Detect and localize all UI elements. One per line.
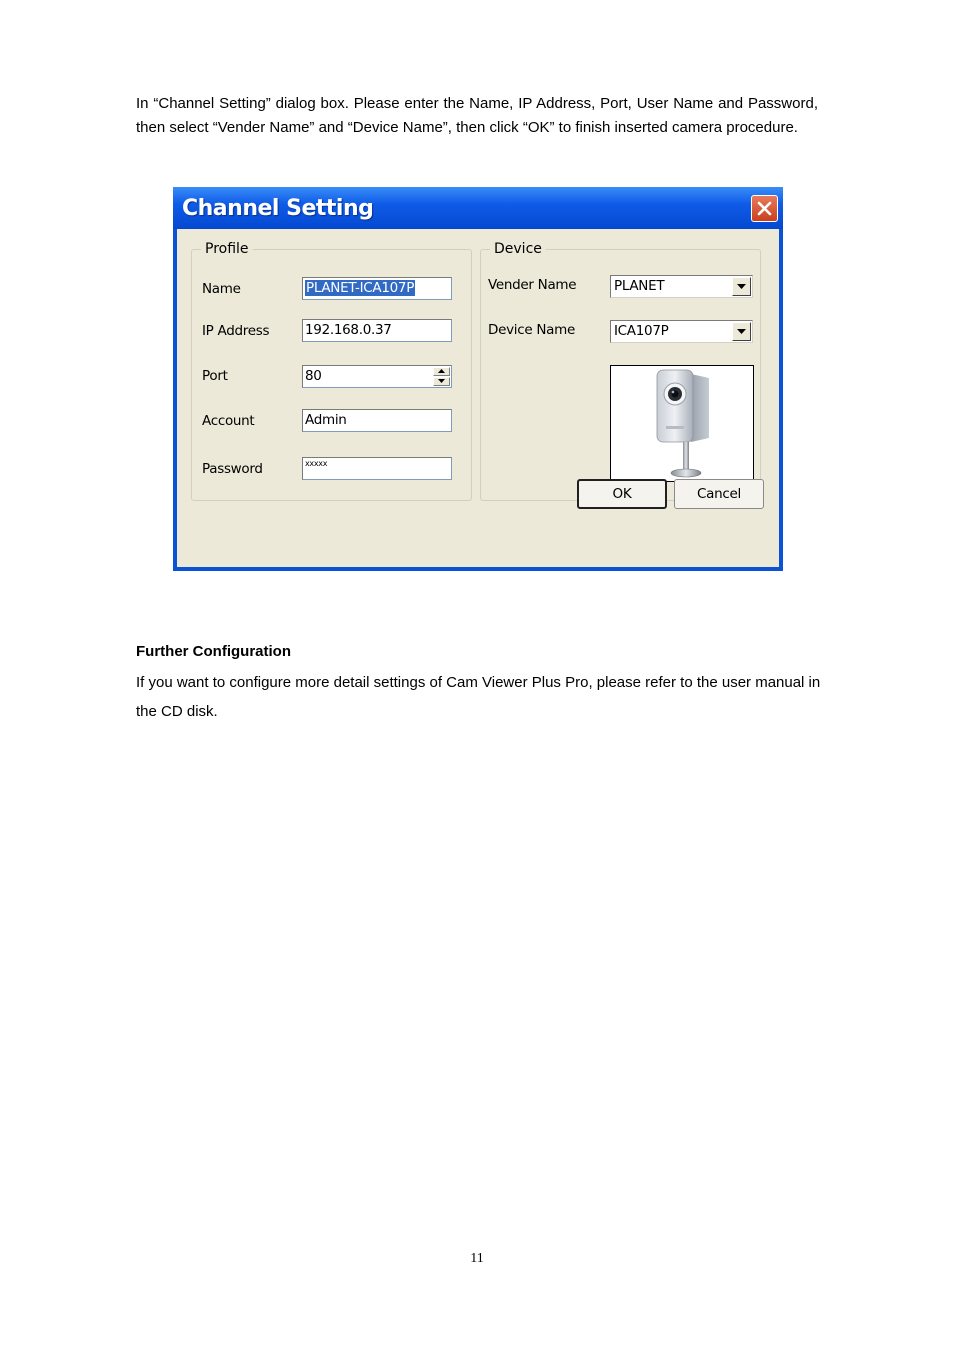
name-label: Name [202, 281, 241, 297]
cancel-button[interactable]: Cancel [674, 479, 764, 509]
account-label: Account [202, 413, 255, 429]
camera-preview [610, 365, 754, 482]
name-field[interactable] [302, 277, 452, 300]
device-name-label: Device Name [488, 322, 575, 338]
device-legend: Device [490, 241, 546, 257]
arrow-up-icon [438, 369, 445, 374]
name-field-value: PLANET-ICA107P [306, 280, 415, 296]
device-name-value: ICA107P [614, 323, 669, 339]
ok-button[interactable]: OK [577, 479, 667, 509]
ip-camera-image [611, 366, 753, 481]
profile-legend: Profile [201, 241, 253, 257]
vender-name-label: Vender Name [488, 277, 577, 293]
vender-dropdown-button[interactable] [732, 277, 751, 296]
port-field[interactable] [302, 365, 452, 388]
port-spinner[interactable] [433, 367, 450, 386]
spin-up-button[interactable] [433, 367, 450, 376]
dialog-title: Channel Setting [182, 196, 374, 221]
close-icon [757, 201, 772, 216]
further-configuration-heading: Further Configuration [136, 643, 291, 660]
port-field-value: 80 [305, 368, 322, 384]
vender-name-value: PLANET [614, 278, 665, 294]
vender-name-select[interactable] [610, 275, 753, 298]
further-configuration-paragraph: If you want to configure more detail settings of Cam Viewer Plus Pro, please refer to the user manual in the CD disk. [136, 674, 821, 720]
spin-down-button[interactable] [433, 377, 450, 386]
ip-address-label: IP Address [202, 323, 270, 339]
device-dropdown-button[interactable] [732, 322, 751, 341]
close-button[interactable] [751, 195, 778, 222]
device-name-select[interactable] [610, 320, 753, 343]
port-label: Port [202, 368, 228, 384]
account-field[interactable]: Admin [302, 409, 452, 432]
chevron-down-icon [737, 329, 746, 334]
chevron-down-icon [737, 284, 746, 289]
arrow-down-icon [438, 379, 445, 384]
dialog-titlebar[interactable] [173, 187, 783, 229]
password-field[interactable]: xxxxx [302, 457, 452, 480]
intro-paragraph: In “Channel Setting” dialog box. Please enter the Name, IP Address, Port, User Name and Password, then select “Vender Name” and “Device Name”, then click “OK” to finish inserted camera procedure. [136, 95, 818, 136]
ip-address-field[interactable]: 192.168.0.37 [302, 319, 452, 342]
page-number: 11 [470, 1251, 484, 1266]
password-label: Password [202, 461, 263, 477]
